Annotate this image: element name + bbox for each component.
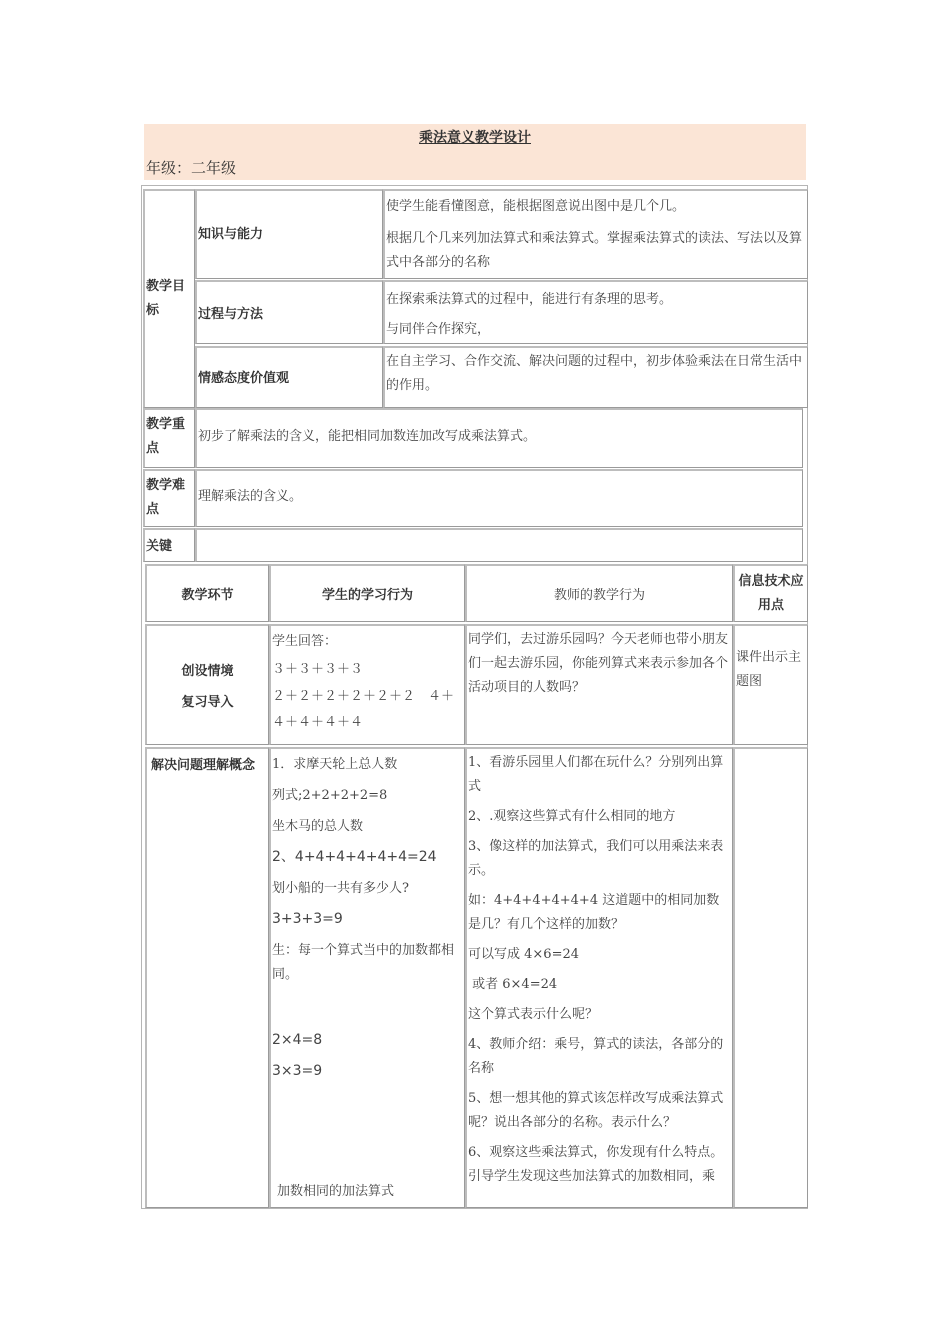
row2-student-line-8 (272, 987, 464, 1025)
key-label-cell (143, 528, 195, 562)
goals-label: 教学目标 (146, 279, 186, 318)
row2-stage-cell (145, 747, 269, 1208)
row2-teacher-line-3: 3、像这样的加法算式，我们可以用乘法来表示。 (468, 839, 724, 878)
row2-teacher-line-2: 2、.观察这些算式有什么相同的地方 (468, 809, 676, 824)
row2-teacher-line-10: 6、观察这些乘法算式，你发现有什么特点。引导学生发现这些加法算式的加数相同，乘 (468, 1145, 724, 1184)
key-label: 关键 (146, 539, 173, 554)
goal-process-line-2: 与同伴合作探究， (386, 322, 491, 337)
row2-student-line-2: 列式;2+2+2+2=8 (272, 788, 388, 803)
row2-teacher-line-6: 或者 6×4=24 (468, 977, 558, 992)
goal-row-3-label-cell (195, 346, 383, 408)
goal-knowledge-line-1: 使学生能看懂图意，能根据图意说出图中是几个几。 (386, 199, 686, 214)
goal-label-attitude: 情感态度价值观 (198, 371, 290, 386)
row1-it-text: 课件出示主题图 (736, 650, 802, 689)
key-point-label: 教学重点 (146, 417, 186, 456)
row1-stage-line-2: 复习导入 (181, 695, 234, 710)
goal-attitude-line-1: 在自主学习、合作交流、解决问题的过程中，初步体验乘法在日常生活中的作用。 (386, 354, 803, 393)
row2-stage: 解决问题理解概念 (151, 758, 256, 773)
goal-row-1-content (383, 189, 808, 279)
row2-student-line-4: 2、4+4+4+4+4+4=24 (272, 849, 437, 865)
row2-student-line-9: 2×4=8 (272, 1032, 323, 1048)
difficulty-content (195, 469, 803, 527)
row1-stage-line-1: 创设情境 (181, 664, 234, 679)
row2-student-line-13 (272, 1149, 464, 1176)
key-point-text: 初步了解乘法的含义，能把相同加数连加改写成乘法算式。 (198, 429, 537, 444)
row1-student-line-1: 学生回答： (272, 634, 338, 649)
key-point-content (195, 408, 803, 468)
row2-it-cell (733, 747, 808, 1208)
row2-student-line-12 (272, 1118, 464, 1149)
header-stage-cell (145, 564, 269, 622)
row2-student-line-10: 3×3=9 (272, 1063, 323, 1079)
row2-teacher-line-7: 这个算式表示什么呢？ (468, 1007, 599, 1022)
row2-teacher-line-4: 如：4+4+4+4+4+4 这道题中的相同加数是几？有几个这样的加数？ (468, 893, 720, 932)
header-stage: 教学环节 (181, 588, 234, 603)
header-it-cell (733, 564, 808, 622)
key-point-label-cell (143, 408, 195, 468)
row1-student-cell (269, 624, 465, 745)
row2-student-cell (269, 747, 465, 1208)
goal-row-3-content (383, 346, 808, 408)
header-it: 信息技术应用点 (738, 574, 804, 613)
row2-student-line-6: 3+3+3=9 (272, 911, 343, 927)
row2-student-line-11 (272, 1087, 464, 1118)
row2-student-line-1: 1．求摩天轮上总人数 (272, 757, 398, 772)
header-student: 学生的学习行为 (321, 588, 413, 603)
goal-process-line-1: 在探索乘法算式的过程中，能进行有条理的思考。 (386, 292, 673, 307)
row2-teacher-line-8: 4、教师介绍：乘号，算式的读法，各部分的名称 (468, 1037, 724, 1076)
header-teacher: 教师的教学行为 (553, 588, 645, 603)
goal-label-knowledge: 知识与能力 (198, 227, 264, 242)
goals-label-cell (143, 189, 195, 408)
row2-teacher-cell (465, 747, 733, 1208)
row2-teacher-line-5: 可以写成 4×6=24 (468, 947, 580, 962)
grade-label: 年级：二年级 (146, 159, 237, 177)
document-header (144, 124, 806, 180)
difficulty-label: 教学难点 (146, 478, 186, 517)
difficulty-label-cell (143, 469, 195, 527)
key-content (195, 528, 803, 562)
row1-student-line-2: ３＋３＋３＋３ (272, 662, 364, 677)
row1-teacher-cell (465, 624, 733, 745)
goal-row-2-content (383, 280, 808, 344)
header-teacher-cell (465, 564, 733, 622)
row2-student-line-3: 坐木马的总人数 (272, 819, 364, 834)
goal-label-process: 过程与方法 (198, 307, 264, 322)
row2-student-line-7: 生：每一个算式当中的加数都相同。 (272, 943, 455, 982)
row1-stage-cell (145, 624, 269, 745)
document-title: 乘法意义教学设计 (419, 130, 531, 146)
row1-teacher-text: 同学们，去过游乐园吗？今天老师也带小朋友们一起去游乐园，你能列算式来表示参加各个活动项目的人数吗？ (468, 632, 729, 695)
row2-student-line-14: 加数相同的加法算式 (277, 1184, 395, 1199)
row2-teacher-line-9: 5、想一想其他的算式该怎样改写成乘法算式呢？说出各部分的名称。表示什么？ (468, 1091, 724, 1130)
difficulty-text: 理解乘法的含义。 (198, 489, 303, 504)
row1-it-cell (733, 624, 808, 745)
header-student-cell (269, 564, 465, 622)
row2-teacher-line-1: 1、看游乐园里人们都在玩什么？分别列出算式 (468, 755, 724, 794)
goal-row-1-label-cell (195, 189, 383, 279)
goal-knowledge-line-2: 根据几个几来列加法算式和乘法算式。掌握乘法算式的读法、写法以及算式中各部分的名称 (386, 231, 803, 270)
row2-student-line-5: 划小船的一共有多少人? (272, 881, 409, 896)
row1-student-line-3: ２＋２＋２＋２＋２＋２ ４＋４＋４＋４＋４ (272, 689, 455, 730)
goal-row-2-label-cell (195, 280, 383, 344)
lesson-plan-table (141, 185, 808, 1209)
